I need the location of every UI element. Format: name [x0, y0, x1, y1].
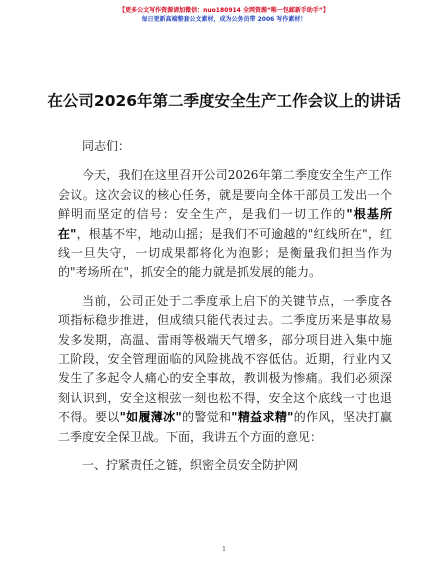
header-banner	[0, 6, 448, 24]
document-body	[58, 137, 392, 485]
paragraph-2-text-a: 当前，公司正处于二季度承上启下的关键节点，一季度各项指标稳步推进，但成绩只能代表过去。二季度历来是事故易发多发期，高温、雷雨等极端天气增多，部分项目进入集中施工阶段，安全管理面临的风险挑战不容低估。近期，行业内又发生了多起令人痛心的安全事故，教训极为惨痛。我们必须深刻认识到，安全这根弦一刻也松不得，安全这个底线一寸也退不得。要以	[58, 293, 392, 425]
paragraph-2-text-e: 的作风，坚决打赢二季度安全保卫战。下面，我讲五个方面的意见：	[58, 410, 392, 444]
paragraph-1-text-c: ，根基不牢，地动山摇；是我们不可逾越的"红线所在"，红线一旦失守，一切成果都将化为泡影；是衡量我们担当作为的"考场所在"，抓安全的能力就是抓发展的能力。	[58, 226, 392, 280]
paragraph-1-text-a: 今天，我们在这里召开公司2026年第二季度安全生产工作会议。这次会议的核心任务，就是要向全体干部员工发出一个鲜明而坚定的信号：安全生产，是我们一切工作的	[58, 168, 392, 222]
paragraph-1-emphasis: "根基所在"	[58, 207, 392, 241]
paragraph-2	[58, 292, 392, 447]
paragraph-2-text-c: 的警觉和	[181, 410, 232, 425]
section-heading-1: 一、拧紧责任之链，织密全员安全防护网	[82, 458, 299, 473]
greeting: 同志们：	[82, 139, 131, 153]
paragraph-2-emphasis-1: "如履薄冰"	[119, 410, 182, 425]
paragraph-1	[58, 166, 392, 282]
paragraph-2-emphasis-2: "精益求精"	[231, 410, 294, 425]
banner-promo-line: 【更多公文写作资源请加微信：nuo180914 全网资源“唯一包邮新手助手”】	[119, 7, 329, 14]
document-title: 在公司2026年第二季度安全生产工作会议上的讲话	[47, 92, 401, 110]
page-number: 1	[222, 546, 226, 553]
banner-update-line: 每日更新高端整套公文素材，成为公务员带 2006 写作素材！	[141, 16, 307, 23]
